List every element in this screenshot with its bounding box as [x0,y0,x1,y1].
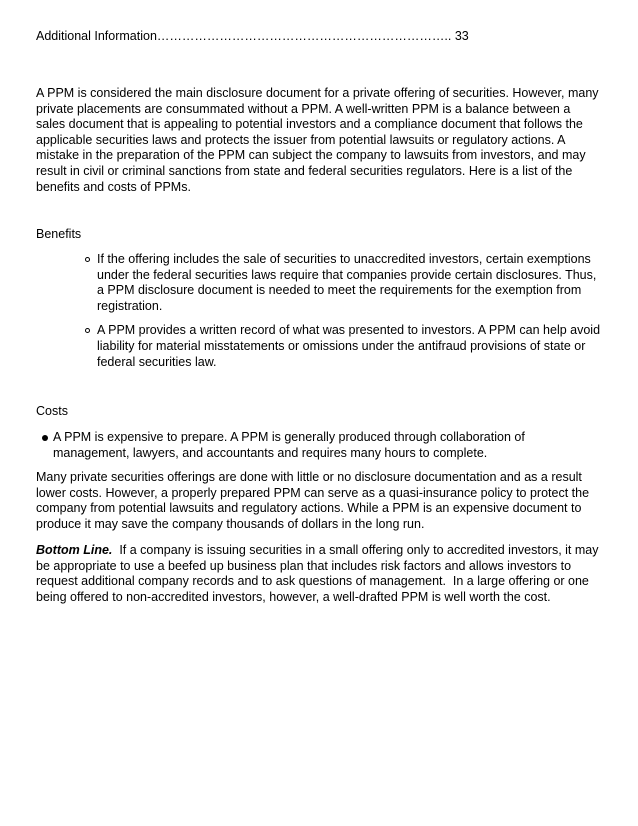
toc-page-number: 33 [454,29,469,43]
bottom-line-text: If a company is issuing securities in a small offering only to accredited investors, it may be appropriate to use a beefed up business plan that includes risk factors and allows investors to request additional company records and to ask questions of management. In a large offering or one being offered to non-accredited investors, however, a well-drafted PPM is well worth the cost. [36,543,602,604]
benefits-list [97,252,603,379]
list-item [53,430,585,461]
bottom-line-label: Bottom Line. [36,543,113,557]
benefit-text: A PPM provides a written record of what was presented to investors. A PPM can help avoid liability for material misstatements or omissions under the antifraud provisions of state or federal securities law. [97,323,601,369]
list-item [97,252,603,314]
costs-heading: Costs [36,404,68,418]
list-item [97,323,603,370]
toc-label: Additional Information [36,29,157,43]
cost-text: A PPM is expensive to prepare. A PPM is generally produced through collaboration of management, lawyers, and accountants and requires many hours to complete. [53,430,525,460]
bottom-line-paragraph [36,543,602,605]
benefits-heading: Benefits [36,227,82,241]
circle-bullet-icon [85,328,90,333]
disc-bullet-icon [42,435,48,441]
toc-entry[interactable] [36,28,469,44]
intro-paragraph: A PPM is considered the main disclosure document for a private offering of securities. However, many private placements are consummated without a PPM. A well-written PPM is a balance between a sales document that is appealing to potential investors and a compliance document that follows the applicable securities laws and protects the issuer from potential lawsuits or regulatory actions. A mistake in the preparation of the PPM can subject the company to lawsuits from investors, and may result in civil or criminal sanctions from state and federal securities regulators. Here is a list of the benefits and costs of PPMs. [36,86,599,194]
toc-leader-dots: …………………………………………………………….. [156,29,452,43]
benefit-text: If the offering includes the sale of securities to unaccredited investors, certain exemptions under the federal securities laws require that companies provide certain disclosures. Thus, a PPM disclosure document is needed to meet the requirements for the exemption from registration. [97,252,597,313]
costs-list [53,430,585,461]
conclusion-paragraph: Many private securities offerings are done with little or no disclosure documentation and as a result lower costs. However, a properly prepared PPM can serve as a quasi-insurance policy to protect the company from potential lawsuits and regulatory actions. While a PPM is an expensive document to produce it may save the company thousands of dollars in the long run. [36,470,590,531]
circle-bullet-icon [85,257,90,262]
